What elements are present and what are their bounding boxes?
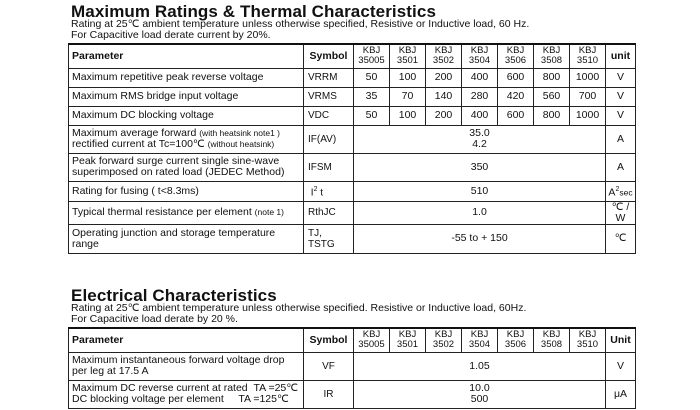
ratings-note-2: For Capacitive load derate current by 20%. bbox=[71, 29, 271, 41]
header-symbol: Symbol bbox=[304, 44, 354, 68]
header-model: KBJ 3501 bbox=[390, 328, 426, 352]
symbol-cell: IFSM bbox=[304, 153, 354, 181]
param-cell: Maximum average forward (with heatsink note1 ) rectified current at Tc=100℃ (without heatsink) bbox=[69, 125, 304, 153]
symbol-cell: TJ, TSTG bbox=[304, 224, 354, 253]
header-parameter: Parameter bbox=[69, 328, 304, 352]
value-cell: 280 bbox=[462, 87, 498, 106]
value-cell: 600 bbox=[498, 106, 534, 125]
header-model: KBJ 3508 bbox=[534, 328, 570, 352]
value-cell: 800 bbox=[534, 106, 570, 125]
value-cell: 600 bbox=[498, 68, 534, 87]
header-parameter: Parameter bbox=[69, 44, 304, 68]
unit-cell: V bbox=[606, 68, 636, 87]
ratings-table bbox=[68, 43, 636, 254]
value-cell: 100 bbox=[390, 68, 426, 87]
unit-cell: ℃ bbox=[606, 224, 636, 253]
value-cell: 200 bbox=[426, 68, 462, 87]
value-cell: 400 bbox=[462, 68, 498, 87]
value-cell: 1000 bbox=[570, 68, 606, 87]
row-thermal bbox=[69, 201, 636, 224]
ratings-note-1: Rating at 25℃ ambient temperature unless otherwise specified, Resistive or Inductive load, 60 Hz. bbox=[71, 18, 530, 30]
value-cell: 400 bbox=[462, 106, 498, 125]
symbol-cell: VRRM bbox=[304, 68, 354, 87]
row-fusing bbox=[69, 181, 636, 201]
header-model: KBJ 35005 bbox=[354, 44, 390, 68]
symbol-cell: VRMS bbox=[304, 87, 354, 106]
electrical-title: Electrical Characteristics bbox=[71, 286, 277, 305]
param-cell: Operating junction and storage temperature range bbox=[69, 224, 304, 253]
value-cell: 50 bbox=[354, 68, 390, 87]
value-cell: 420 bbox=[498, 87, 534, 106]
row-surge bbox=[69, 153, 636, 181]
param-cell: Maximum DC blocking voltage bbox=[69, 106, 304, 125]
unit-cell: A bbox=[606, 153, 636, 181]
value-cell: 1.05 bbox=[354, 352, 606, 380]
header-model: KBJ 3502 bbox=[426, 44, 462, 68]
value-cell: -55 to + 150 bbox=[354, 224, 606, 253]
header-unit: unit bbox=[606, 44, 636, 68]
value-cell: 510 bbox=[354, 181, 606, 201]
value-cell: 70 bbox=[390, 87, 426, 106]
param-cell: Maximum repetitive peak reverse voltage bbox=[69, 68, 304, 87]
param-cell: Typical thermal resistance per element (note 1) bbox=[69, 201, 304, 224]
param-cell: Rating for fusing ( t<8.3ms) bbox=[69, 181, 304, 201]
row-vf bbox=[69, 352, 636, 380]
unit-cell: A bbox=[606, 125, 636, 153]
header-model: KBJ 35005 bbox=[354, 328, 390, 352]
value-cell: 1000 bbox=[570, 106, 606, 125]
param-cell: Maximum RMS bridge input voltage bbox=[69, 87, 304, 106]
electrical-table bbox=[68, 327, 636, 409]
header-model: KBJ 3502 bbox=[426, 328, 462, 352]
header-unit: Unit bbox=[606, 328, 636, 352]
unit-cell: ℃ / W bbox=[606, 201, 636, 224]
value-cell: 100 bbox=[390, 106, 426, 125]
param-cell: Peak forward surge current single sine-wave superimposed on rated load (JEDEC Method) bbox=[69, 153, 304, 181]
row-vrms bbox=[69, 87, 636, 106]
value-cell: 800 bbox=[534, 68, 570, 87]
header-model: KBJ 3504 bbox=[462, 44, 498, 68]
header-model: KBJ 3508 bbox=[534, 44, 570, 68]
electrical-header-row bbox=[69, 328, 636, 352]
value-cell: 35.0 4.2 bbox=[354, 125, 606, 153]
value-cell: 50 bbox=[354, 106, 390, 125]
row-ir bbox=[69, 380, 636, 408]
electrical-note-2: For Capacitive load derate by 20 %. bbox=[71, 313, 238, 325]
value-cell: 350 bbox=[354, 153, 606, 181]
row-avg-forward bbox=[69, 125, 636, 153]
value-cell: 10.0 500 bbox=[354, 380, 606, 408]
unit-cell: V bbox=[606, 106, 636, 125]
symbol-cell: IF(AV) bbox=[304, 125, 354, 153]
header-model: KBJ 3501 bbox=[390, 44, 426, 68]
symbol-cell: RthJC bbox=[304, 201, 354, 224]
param-cell: Maximum instantaneous forward voltage drop per leg at 17.5 A bbox=[69, 352, 304, 380]
symbol-cell: IR bbox=[304, 380, 354, 408]
header-model: KBJ 3506 bbox=[498, 328, 534, 352]
electrical-note-1: Rating at 25℃ ambient temperature unless otherwise specified. Resistive or Inductive load, 60Hz. bbox=[71, 302, 527, 314]
ratings-header-row bbox=[69, 44, 636, 68]
header-model: KBJ 3504 bbox=[462, 328, 498, 352]
symbol-cell: VF bbox=[304, 352, 354, 380]
header-model: KBJ 3506 bbox=[498, 44, 534, 68]
unit-cell: V bbox=[606, 87, 636, 106]
unit-cell: V bbox=[606, 352, 636, 380]
header-symbol: Symbol bbox=[304, 328, 354, 352]
header-model: KBJ 3510 bbox=[570, 44, 606, 68]
value-cell: 200 bbox=[426, 106, 462, 125]
symbol-cell: $I^2$ t bbox=[304, 181, 354, 201]
row-vrrm bbox=[69, 68, 636, 87]
unit-cell: μA bbox=[606, 380, 636, 408]
value-cell: 700 bbox=[570, 87, 606, 106]
value-cell: 35 bbox=[354, 87, 390, 106]
ratings-title: Maximum Ratings & Thermal Characteristics bbox=[71, 2, 436, 21]
value-cell: 1.0 bbox=[354, 201, 606, 224]
unit-cell: $A^2\sec$ bbox=[606, 181, 636, 201]
value-cell: 560 bbox=[534, 87, 570, 106]
value-cell: 140 bbox=[426, 87, 462, 106]
header-model: KBJ 3510 bbox=[570, 328, 606, 352]
row-temperature bbox=[69, 224, 636, 253]
row-vdc bbox=[69, 106, 636, 125]
param-cell: Maximum DC reverse current at rated TA =25℃ DC blocking voltage per element TA =125℃ bbox=[69, 380, 304, 408]
symbol-cell: VDC bbox=[304, 106, 354, 125]
